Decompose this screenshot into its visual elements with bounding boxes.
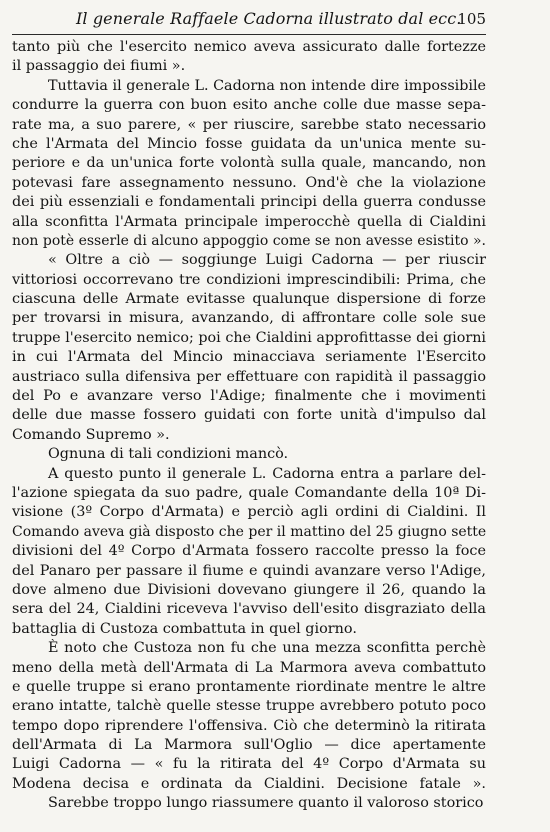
text-line: Luigi Cadorna — « fu la ritirata del 4º Corpo d'Armata su <box>12 756 486 773</box>
text-line: del Po e avanzare verso l'Adige; finalmente che i movimenti <box>12 388 486 405</box>
text-line: delle due masse fossero guidati con forte unità d'impulso dal <box>12 407 486 424</box>
text-line: A questo punto il generale L. Cadorna entra a parlare del- <box>48 465 486 482</box>
text-line: il passaggio dei fiumi ». <box>12 58 186 75</box>
text-line: battaglia di Custoza combattuta in quel giorno. <box>12 620 357 637</box>
text-line: dove almeno due Divisioni dovevano giungere il 26, quando la <box>12 581 486 598</box>
text-line: non potè esserle di alcuno appoggio come se non avesse esistito ». <box>12 232 486 249</box>
text-line: ciascuna delle Armate evitasse qualunque dispersione di forze <box>12 291 486 308</box>
text-line: È noto che Custoza non fu che una mezza sconfitta perchè <box>48 640 486 657</box>
text-line: visione (3º Corpo d'Armata) e perciò agli ordini di Cialdini. Il <box>12 504 486 521</box>
body-text <box>12 38 486 814</box>
book-page <box>12 6 486 814</box>
text-line: truppe l'esercito nemico; poi che Cialdini approfittasse dei giorni <box>12 329 486 346</box>
text-line: periore e da un'unica forte volontà sulla quale, mancando, non <box>12 155 486 172</box>
page-number: 105 <box>457 10 486 28</box>
running-title: Il generale Raffaele Cadorna illustrato dal ecc. <box>76 9 462 28</box>
text-line: e quelle truppe si erano prontamente riordinate mentre le altre <box>12 678 486 695</box>
running-header <box>12 6 486 35</box>
text-line: Ognuna di tali condizioni mancò. <box>48 446 289 463</box>
text-line: dell'Armata di La Marmora sull'Oglio — dice apertamente <box>12 737 486 754</box>
text-line: per trovarsi in misura, avanzando, di affrontare colle sole sue <box>12 310 486 327</box>
text-line: rate ma, a suo parere, « per riuscire, sarebbe stato necessario <box>12 116 486 133</box>
text-line: dei più essenziali e fondamentali principi della guerra condusse <box>12 194 486 211</box>
text-line: austriaco sulla difensiva per effettuare con rapidità il passaggio <box>12 368 486 385</box>
text-line: Tuttavia il generale L. Cadorna non intende dire impossibile <box>48 77 486 94</box>
text-line: potevasi fare assegnamento nessuno. Ond'è che la violazione <box>12 174 486 191</box>
text-line: che l'Armata del Mincio fosse guidata da un'unica mente su- <box>12 135 486 152</box>
text-line: Comando aveva già disposto che per il mattino del 25 giugno sette <box>12 523 486 540</box>
text-line: Sarebbe troppo lungo riassumere quanto il valoroso storico <box>48 795 484 812</box>
text-line: l'azione spiegata da suo padre, quale Comandante della 10ª Di- <box>12 484 486 501</box>
text-line: condurre la guerra con buon esito anche colle due masse sepa- <box>12 97 486 114</box>
text-line: sera del 24, Cialdini riceveva l'avviso dell'esito disgraziato della <box>12 601 486 618</box>
text-line: erano intatte, talchè quelle stesse truppe avrebbero potuto poco <box>12 698 486 715</box>
text-line: divisioni del 4º Corpo d'Armata fossero raccolte presso la foce <box>12 543 486 560</box>
text-line: alla sconfitta l'Armata principale imperocchè quella di Cialdini <box>12 213 486 230</box>
text-line: « Oltre a ciò — soggiunge Luigi Cadorna — per riuscir <box>48 252 486 269</box>
text-line: meno della metà dell'Armata di La Marmora aveva combattuto <box>12 659 486 676</box>
text-line: in cui l'Armata del Mincio minacciava seriamente l'Esercito <box>12 349 486 366</box>
text-line: vittoriosi occorrevano tre condizioni imprescindibili: Prima, che <box>12 271 486 288</box>
text-line: tanto più che l'esercito nemico aveva assicurato dalle fortezze <box>12 39 486 55</box>
text-line: Modena decisa e ordinata da Cialdini. Decisione fatale ». <box>12 775 486 792</box>
text-line: tempo dopo riprendere l'offensiva. Ciò che determinò la ritirata <box>12 717 486 734</box>
text-line: Comando Supremo ». <box>12 426 170 443</box>
text-line: del Panaro per passare il fiume e quindi avanzare verso l'Adige, <box>12 562 486 579</box>
